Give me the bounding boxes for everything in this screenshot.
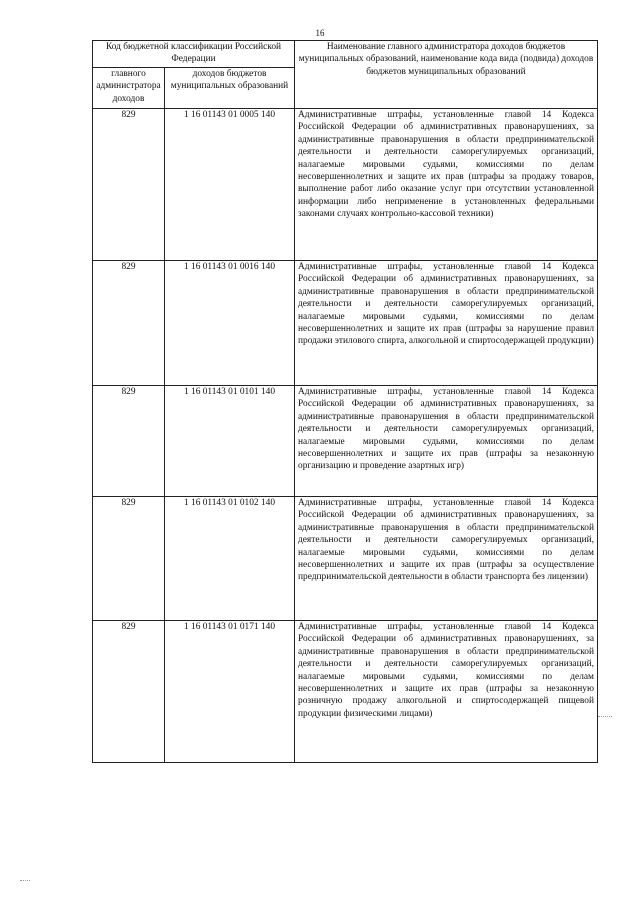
header-name: Наименование главного администратора доходов бюджетов муниципальных образований, наименование кода вида (подвида) доходов бюджетов муниципальных образований: [295, 41, 598, 109]
header-income: доходов бюджетов муниципальных образований: [165, 68, 295, 109]
income-description-cell: Административные штрафы, установленные главой 14 Кодекса Российской Федерации об административных правонарушениях, за административные правонарушения в области предпринимательской деятельности и деятельности саморегулируемых организаций, налагаемые мировыми судьями, комиссиями по делам несовершеннолетних и защите их прав (штрафы за незаконную розничную продажу алкогольной и спиртосодержащей пищевой продукции физическими лицами): [295, 621, 598, 763]
income-code-cell: 1 16 01143 01 0102 140: [165, 497, 295, 621]
page-number: 16: [315, 28, 325, 38]
table-row: [93, 497, 598, 621]
income-code-cell: 1 16 01143 01 0005 140: [165, 109, 295, 261]
income-description-cell: Административные штрафы, установленные главой 14 Кодекса Российской Федерации об административных правонарушениях, за административные правонарушения в области предпринимательской деятельности и деятельности саморегулируемых организаций, налагаемые мировыми судьями, комиссиями по делам несовершеннолетних и защите их прав (штрафы за нарушение правил продажи этилового спирта, алкогольной и спиртосодержащей продукции): [295, 261, 598, 386]
admin-code-cell: 829: [93, 261, 165, 386]
scan-mark: [598, 716, 612, 717]
admin-code-cell: 829: [93, 621, 165, 763]
header-kbk: Код бюджетной классификации Российской Федерации: [93, 41, 295, 68]
income-description-cell: Административные штрафы, установленные главой 14 Кодекса Российской Федерации об административных правонарушениях, за административные правонарушения в области предпринимательской деятельности и деятельности саморегулируемых организаций, налагаемые мировыми судьями, комиссиями по делам несовершеннолетних и защите их прав (штрафы за продажу товаров, выполнение работ либо оказание услуг при отсутствии установленной информации либо неприменение в установленных федеральными законами случаях контрольно-кассовой техники): [295, 109, 598, 261]
header-admin: главного администратора доходов: [93, 68, 165, 109]
table-row: [93, 261, 598, 386]
income-code-cell: 1 16 01143 01 0171 140: [165, 621, 295, 763]
income-code-cell: 1 16 01143 01 0016 140: [165, 261, 295, 386]
table-row: [93, 386, 598, 497]
income-description-cell: Административные штрафы, установленные главой 14 Кодекса Российской Федерации об административных правонарушениях, за административные правонарушения в области предпринимательской деятельности и деятельности саморегулируемых организаций, налагаемые мировыми судьями, комиссиями по делам несовершеннолетних и защите их прав (штрафы за незаконную организацию и проведение азартных игр): [295, 386, 598, 497]
admin-code-cell: 829: [93, 386, 165, 497]
income-description-cell: Административные штрафы, установленные главой 14 Кодекса Российской Федерации об административных правонарушениях, за административные правонарушения в области предпринимательской деятельности и деятельности саморегулируемых организаций, налагаемые мировыми судьями, комиссиями по делам несовершеннолетних и защите их прав (штрафы за осуществление предпринимательской деятельности в области транспорта без лицензии): [295, 497, 598, 621]
table-row: [93, 109, 598, 261]
admin-code-cell: 829: [93, 497, 165, 621]
table-header-row: [93, 41, 598, 68]
budget-classification-table: [92, 40, 598, 763]
scan-mark: [20, 880, 30, 881]
table-row: [93, 621, 598, 763]
admin-code-cell: 829: [93, 109, 165, 261]
income-code-cell: 1 16 01143 01 0101 140: [165, 386, 295, 497]
